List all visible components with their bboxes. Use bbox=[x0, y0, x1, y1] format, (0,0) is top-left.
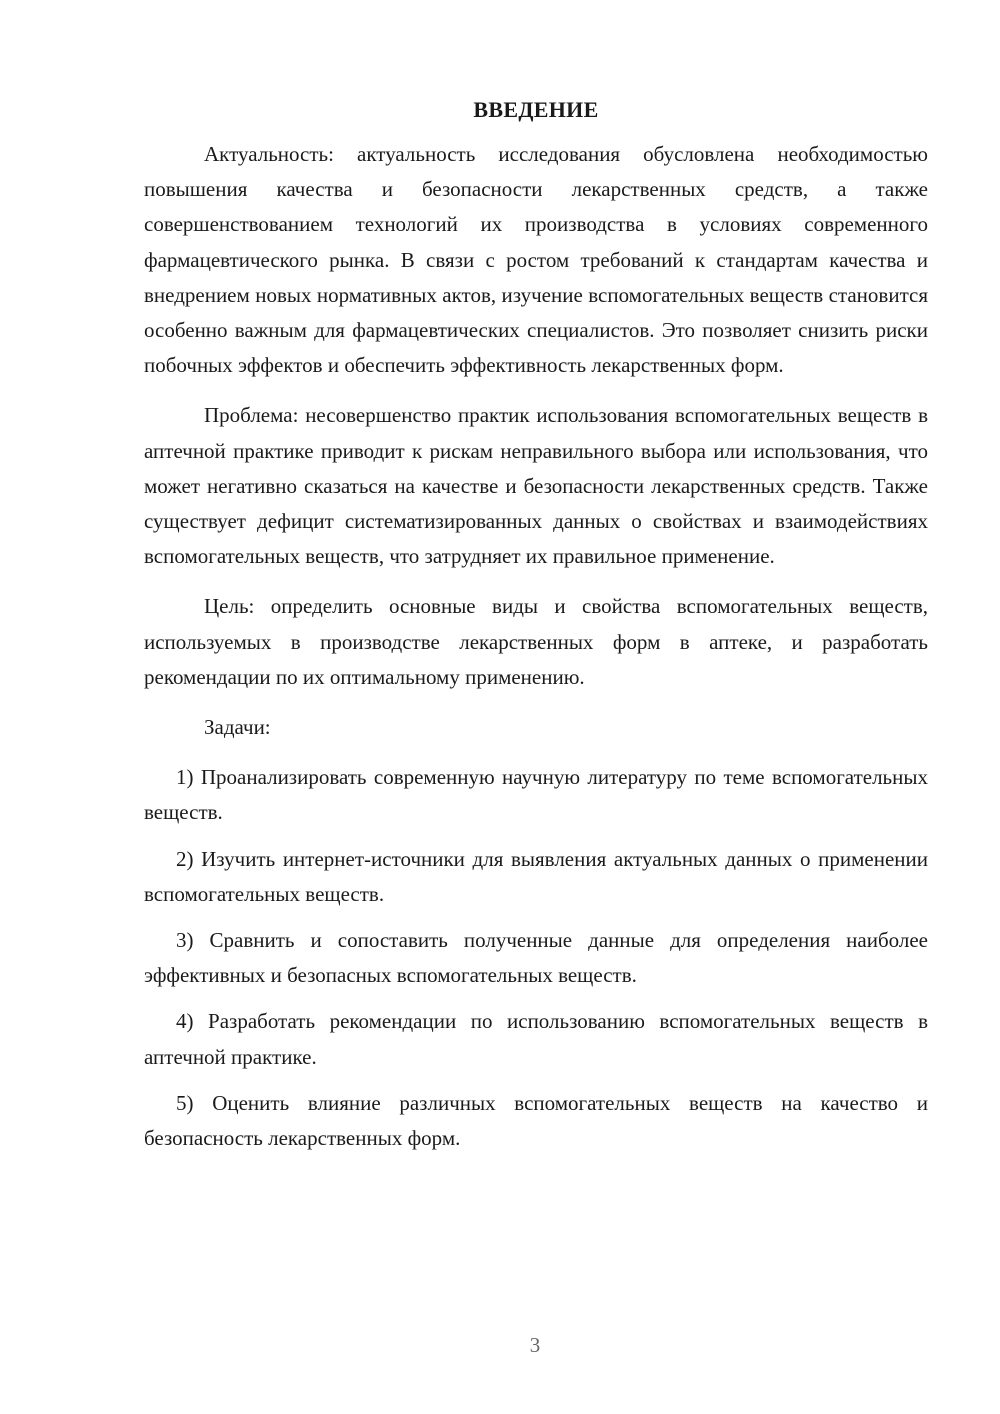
task-item-1: 1) Проанализировать современную научную литературу по теме вспомогательных веществ. bbox=[144, 765, 928, 825]
document-page bbox=[144, 92, 928, 1167]
tasks-list bbox=[144, 760, 928, 1156]
section-title: ВВЕДЕНИЕ bbox=[473, 97, 599, 122]
page-number: 3 bbox=[529, 1333, 541, 1357]
task-item-4: 4) Разработать рекомендации по использованию вспомогательных веществ в аптечной практике. bbox=[144, 1009, 928, 1069]
tasks-heading: Задачи: bbox=[204, 715, 271, 740]
task-item-2: 2) Изучить интернет-источники для выявления актуальных данных о применении вспомогательных веществ. bbox=[144, 846, 928, 906]
task-item-3: 3) Сравнить и сопоставить полученные данные для определения наиболее эффективных и безопасных вспомогательных веществ. bbox=[144, 928, 928, 988]
goal-paragraph: Цель: определить основные виды и свойства вспомогательных веществ, используемых в производстве лекарственных форм в аптеке, и разработать рекомендации по их оптимальному применению. bbox=[144, 594, 928, 689]
relevance-paragraph: Актуальность: актуальность исследования обусловлена необходимостью повышения качества и безопасности лекарственных средств, а также совершенствованием технологий их производства в условиях современного фармацевтического рынка. В связи с ростом требований к стандартам качества и внедрением новых нормативных актов, изучение вспомогательных веществ становится особенно важным для фармацевтических специалистов. Это позволяет снизить риски побочных эффектов и обеспечить эффективность лекарственных форм. bbox=[144, 142, 928, 378]
problem-paragraph: Проблема: несовершенство практик использования вспомогательных веществ в аптечной практике приводит к рискам неправильного выбора или использования, что может негативно сказаться на качестве и безопасности лекарственных средств. Также существует дефицит систематизированных данных о свойствах и взаимодействиях вспомогательных веществ, что затрудняет их правильное применение. bbox=[144, 403, 928, 569]
task-item-5: 5) Оценить влияние различных вспомогательных веществ на качество и безопасность лекарственных форм. bbox=[144, 1090, 928, 1151]
